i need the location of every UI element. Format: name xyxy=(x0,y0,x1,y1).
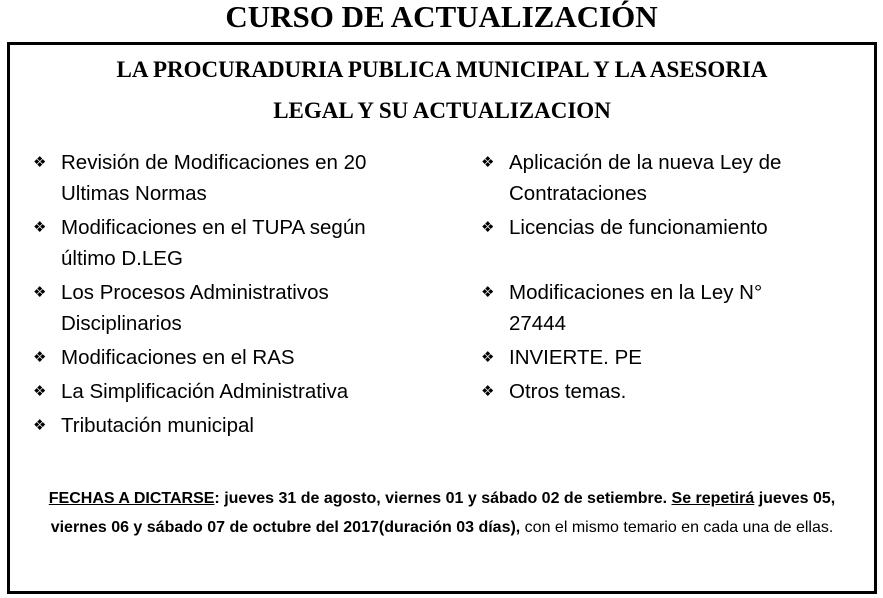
diamond-bullet-icon: ❖ xyxy=(481,348,495,366)
topic-list-left xyxy=(31,147,451,444)
list-item xyxy=(31,147,451,209)
diamond-bullet-icon: ❖ xyxy=(481,382,495,400)
topic-list-right xyxy=(479,147,859,410)
list-item xyxy=(31,212,451,274)
course-box xyxy=(7,42,877,594)
topic-text: Revisión de Modificaciones en 20 xyxy=(61,151,367,174)
list-item xyxy=(31,277,451,339)
list-item xyxy=(31,342,451,373)
topic-text: Aplicación de la nueva Ley de xyxy=(509,151,782,174)
dates-colon: : xyxy=(214,490,220,507)
topic-text-continued: último D.LEG xyxy=(61,247,183,270)
list-item xyxy=(479,212,859,274)
course-title xyxy=(10,49,874,131)
list-item xyxy=(479,147,859,209)
list-item xyxy=(31,376,451,407)
topic-text: Licencias de funcionamiento xyxy=(509,216,768,239)
topic-text: Modificaciones en el TUPA según xyxy=(61,216,366,239)
closing-text: con el mismo temario en cada una de ellas. xyxy=(520,519,834,536)
diamond-bullet-icon: ❖ xyxy=(33,348,47,366)
topic-text: Modificaciones en la Ley N° xyxy=(509,281,763,304)
course-dates xyxy=(24,484,860,542)
topic-text-continued: Contrataciones xyxy=(509,182,647,205)
diamond-bullet-icon: ❖ xyxy=(33,382,47,400)
list-item xyxy=(479,277,859,339)
first-dates: jueves 31 de agosto, viernes 01 y sábado 02 de setiembre. xyxy=(219,490,668,507)
diamond-bullet-icon: ❖ xyxy=(481,153,495,171)
course-title-line-2: LEGAL Y SU ACTUALIZACION xyxy=(273,98,611,123)
topic-text: Tributación municipal xyxy=(61,414,254,437)
list-item xyxy=(479,376,859,407)
list-item xyxy=(479,342,859,373)
blank-line xyxy=(509,243,859,274)
topic-text: Los Procesos Administrativos xyxy=(61,281,329,304)
diamond-bullet-icon: ❖ xyxy=(33,416,47,434)
diamond-bullet-icon: ❖ xyxy=(33,283,47,301)
topic-text: Otros temas. xyxy=(509,380,627,403)
list-item xyxy=(31,410,451,441)
topic-text-continued: 27444 xyxy=(509,312,567,335)
repeat-label: Se repetirá xyxy=(671,490,755,507)
topic-text: La Simplificación Administrativa xyxy=(61,380,349,403)
second-dates: jueves 05, viernes 06 y sábado 07 de octubre del 2017(duración 03 días), xyxy=(50,490,836,536)
diamond-bullet-icon: ❖ xyxy=(481,283,495,301)
course-title-line-1: LA PROCURADURIA PUBLICA MUNICIPAL Y LA ASESORIA xyxy=(116,57,768,82)
diamond-bullet-icon: ❖ xyxy=(481,218,495,236)
topic-text-continued: Disciplinarios xyxy=(61,312,182,335)
page-title: CURSO DE ACTUALIZACIÓN xyxy=(225,0,658,34)
topic-text: Modificaciones en el RAS xyxy=(61,346,295,369)
topic-text: INVIERTE. PE xyxy=(509,346,642,369)
diamond-bullet-icon: ❖ xyxy=(33,218,47,236)
topic-text-continued: Ultimas Normas xyxy=(61,182,207,205)
diamond-bullet-icon: ❖ xyxy=(33,153,47,171)
dates-label: FECHAS A DICTARSE xyxy=(48,490,215,507)
